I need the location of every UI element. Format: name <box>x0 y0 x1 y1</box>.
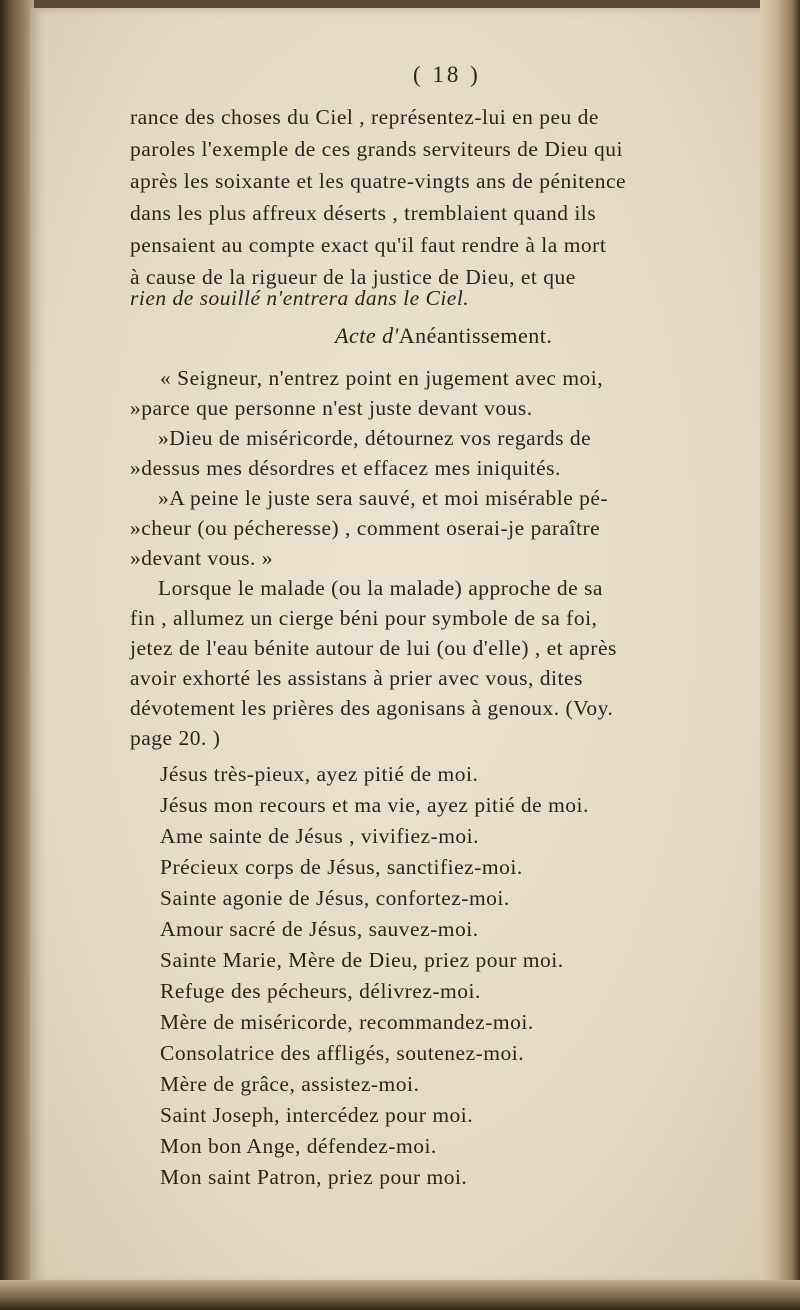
page-number: ( 18 ) <box>413 62 481 87</box>
section-heading <box>335 323 552 349</box>
litany-line: Précieux corps de Jésus, sanctifiez-moi. <box>160 855 523 879</box>
prayer-line: »dessus mes désordres et effacez mes iniquités. <box>130 456 561 480</box>
litany-line: Mère de miséricorde, recommandez-moi. <box>160 1010 534 1034</box>
litany-line: Ame sainte de Jésus , vivifiez-moi. <box>160 824 480 848</box>
paragraph1-line: rance des choses du Ciel , représentez-lui en peu de <box>130 105 599 129</box>
paragraph2-line: avoir exhorté les assistans à prier avec vous, dites <box>130 666 583 690</box>
litany-line: Sainte agonie de Jésus, confortez-moi. <box>160 886 510 910</box>
prayer-line: »parce que personne n'est juste devant vous. <box>130 396 533 420</box>
prayer-line: »Dieu de miséricorde, détournez vos regards de <box>158 426 592 450</box>
litany-line: Refuge des pécheurs, délivrez-moi. <box>160 979 481 1003</box>
paragraph1-line: après les soixante et les quatre-vingts ans de pénitence <box>130 169 627 193</box>
book-spine <box>0 0 34 1310</box>
litany-line: Saint Joseph, intercédez pour moi. <box>160 1103 474 1127</box>
litany-line: Jésus mon recours et ma vie, ayez pitié de moi. <box>160 793 589 817</box>
litany-line: Sainte Marie, Mère de Dieu, priez pour moi. <box>160 948 564 972</box>
litany-line: Consolatrice des affligés, soutenez-moi. <box>160 1041 525 1065</box>
paragraph1-line: dans les plus affreux déserts , tremblaient quand ils <box>130 201 597 225</box>
paragraph1-line: à cause de la rigueur de la justice de Dieu, et que <box>130 265 576 289</box>
prayer-line: »A peine le juste sera sauvé, et moi misérable pé- <box>158 486 609 510</box>
paragraph2-line: page 20. ) <box>130 726 221 750</box>
heading-roman: Anéantissement. <box>398 323 553 348</box>
litany-line: Mon saint Patron, priez pour moi. <box>160 1165 468 1189</box>
paragraph2-line: jetez de l'eau bénite autour de lui (ou d'elle) , et après <box>130 636 617 660</box>
paragraph2-line: fin , allumez un cierge béni pour symbole de sa foi, <box>130 606 598 630</box>
litany-line: Mon bon Ange, défendez-moi. <box>160 1134 437 1158</box>
litany-line: Jésus très-pieux, ayez pitié de moi. <box>160 762 479 786</box>
heading-italic: Acte d' <box>335 323 399 348</box>
paragraph1-line-italic: rien de souillé n'entrera dans le Ciel. <box>130 286 470 310</box>
paragraph2-line: dévotement les prières des agonisans à genoux. (Voy. <box>130 696 614 720</box>
page-edge-bottom <box>0 1280 800 1310</box>
paragraph1-line: pensaient au compte exact qu'il faut rendre à la mort <box>130 233 607 257</box>
paragraph1-line: paroles l'exemple de ces grands serviteurs de Dieu qui <box>130 137 623 161</box>
prayer-line: »devant vous. » <box>130 546 274 570</box>
page-edge-right <box>760 0 800 1310</box>
prayer-line: »cheur (ou pécheresse) , comment oserai-je paraître <box>130 516 601 540</box>
prayer-line: « Seigneur, n'entrez point en jugement avec moi, <box>160 366 604 390</box>
litany-line: Mère de grâce, assistez-moi. <box>160 1072 420 1096</box>
litany-line: Amour sacré de Jésus, sauvez-moi. <box>160 917 479 941</box>
paragraph2-line: Lorsque le malade (ou la malade) approche de sa <box>158 576 603 600</box>
